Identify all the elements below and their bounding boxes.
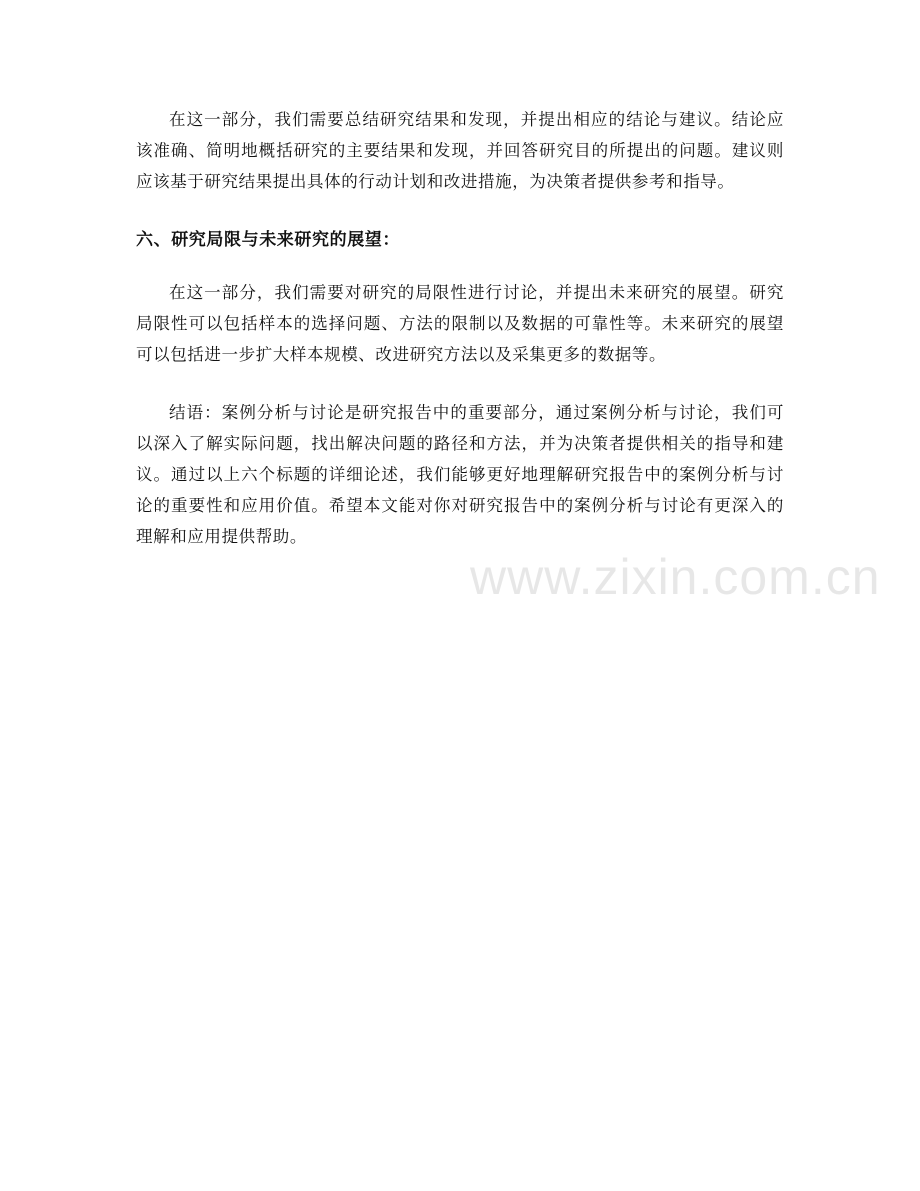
- section-6-heading: 六、研究局限与未来研究的展望：: [136, 230, 400, 250]
- paragraph-closing-remarks: 结语：案例分析与讨论是研究报告中的重要部分，通过案例分析与讨论，我们可以深入了解实际问题，找出解决问题的路径和方法，并为决策者提供相关的指导和建议。通过以上六个标题的详细论述，我们能够更好地理解研究报告中的案例分析与讨论的重要性和应用价值。希望本文能对你对研究报告中的案例分析与讨论有更深入的理解和应用提供帮助。: [136, 403, 784, 546]
- watermark-text: www.zixin.com.cn: [470, 549, 881, 605]
- paragraph-conclusions: 在这一部分，我们需要总结研究结果和发现，并提出相应的结论与建议。结论应该准确、简明地概括研究的主要结果和发现，并回答研究目的所提出的问题。建议则应该基于研究结果提出具体的行动计划和改进措施，为决策者提供参考和指导。: [136, 110, 784, 191]
- paragraph-limitations: 在这一部分，我们需要对研究的局限性进行讨论，并提出未来研究的展望。研究局限性可以包括样本的选择问题、方法的限制以及数据的可靠性等。未来研究的展望可以包括进一步扩大样本规模、改进研究方法以及采集更多的数据等。: [136, 283, 784, 364]
- document-body: [136, 104, 784, 552]
